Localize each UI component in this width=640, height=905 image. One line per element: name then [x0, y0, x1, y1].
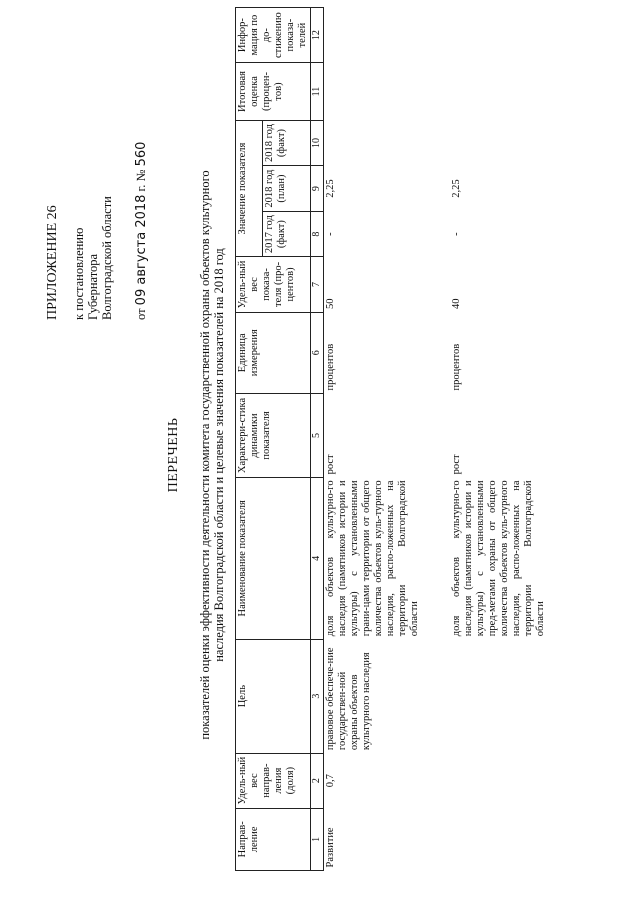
info-cell	[324, 8, 451, 63]
column-number: 5	[311, 394, 324, 478]
column-number: 1	[311, 808, 324, 870]
plan-2018-cell: 2,25	[325, 179, 336, 198]
number-prefix: г. №	[134, 169, 148, 192]
indicator-name-cell: доля объектов культурно-го наследия (памятников истории и культуры) с установленными пред-метами охраны от общего количества объектов куль-турного наследия, распо-ложенных на территории Волгоградской области	[451, 480, 546, 637]
date-prefix: от	[134, 308, 148, 320]
date-value: 09 августа 2018	[134, 194, 149, 306]
column-number: 2	[311, 753, 324, 808]
heading-title: ПЕРЕЧЕНЬ	[166, 417, 181, 493]
direction-cell: Развитие	[325, 827, 336, 868]
goal-cell: правовое обеспече-ние государствен-ной охраны объектов культурного наследия	[325, 647, 372, 751]
header-final-score: Итоговая оценка (процен-тов)	[236, 63, 311, 121]
header-2018-plan: 2018 год (план)	[262, 166, 310, 212]
direction-weight-cell: 0,7	[325, 774, 336, 788]
fact-2017-cell: -	[451, 232, 462, 236]
column-number: 10	[311, 120, 324, 166]
dynamics-cell: рост	[325, 454, 336, 475]
info-cell	[450, 8, 548, 63]
header-row	[236, 8, 263, 871]
column-number: 7	[311, 257, 324, 312]
dynamics-cell: рост	[451, 454, 462, 475]
header-info: Инфор-мация по до-стижению показа-телей	[236, 8, 311, 63]
fact-2018-cell	[324, 120, 451, 166]
indicator-weight-cell: 40	[451, 298, 462, 310]
score-cell	[450, 63, 548, 121]
appendix-line-2: Губернатора	[86, 253, 100, 320]
fact-2017-cell: -	[325, 232, 336, 236]
document-heading	[166, 45, 226, 865]
column-number: 9	[311, 166, 324, 212]
appendix-date-line	[134, 142, 149, 320]
heading-line-2: наследия Волгоградской области и целевые значения показателей на 2018 год	[212, 248, 226, 662]
indicator-name-cell: доля объектов культурно-го наследия (памятников истории и культуры) с установленными грани-цами территории от общего количества объектов куль-турного наследия, распо-ложенных на территории Волгоградской области	[325, 480, 420, 637]
appendix-block	[46, 142, 149, 320]
column-number: 4	[311, 477, 324, 639]
column-number-row	[311, 8, 324, 871]
appendix-line-3: Волгоградской области	[100, 196, 114, 320]
header-2018-fact: 2018 год (факт)	[262, 120, 310, 166]
indicator-weight-cell: 50	[325, 298, 336, 310]
header-indicator-name: Наименование показателя	[236, 477, 311, 639]
header-2017-fact: 2017 год (факт)	[262, 211, 310, 257]
fact-2018-cell	[450, 120, 548, 166]
number-value: 560	[134, 141, 149, 167]
indicators-table	[235, 7, 548, 871]
header-indicator-weight: Удель-ный вес показа-теля (про-центов)	[236, 257, 311, 312]
score-cell	[324, 63, 451, 121]
column-number: 11	[311, 63, 324, 121]
header-goal: Цель	[236, 639, 311, 753]
column-number: 3	[311, 639, 324, 753]
header-dynamics: Характери-стика динамики показателя	[236, 394, 311, 478]
heading-line-1: показателей оценки эффективности деятельности комитета государственной охраны объектов культурного	[198, 170, 212, 740]
appendix-title: ПРИЛОЖЕНИЕ 26	[45, 205, 60, 320]
header-unit: Единица измерения	[236, 312, 311, 394]
unit-cell: процентов	[325, 343, 336, 391]
appendix-line-1: к постановлению	[72, 227, 86, 320]
header-direction: Направ-ление	[236, 808, 311, 870]
plan-2018-cell: 2,25	[451, 179, 462, 198]
header-value-group: Значение показателя	[236, 120, 263, 257]
table-row	[324, 8, 451, 871]
column-number: 6	[311, 312, 324, 394]
column-number: 8	[311, 211, 324, 257]
column-number: 12	[311, 8, 324, 63]
header-direction-weight: Удель-ный вес направ-ления (доля)	[236, 753, 311, 808]
unit-cell: процентов	[451, 343, 462, 391]
